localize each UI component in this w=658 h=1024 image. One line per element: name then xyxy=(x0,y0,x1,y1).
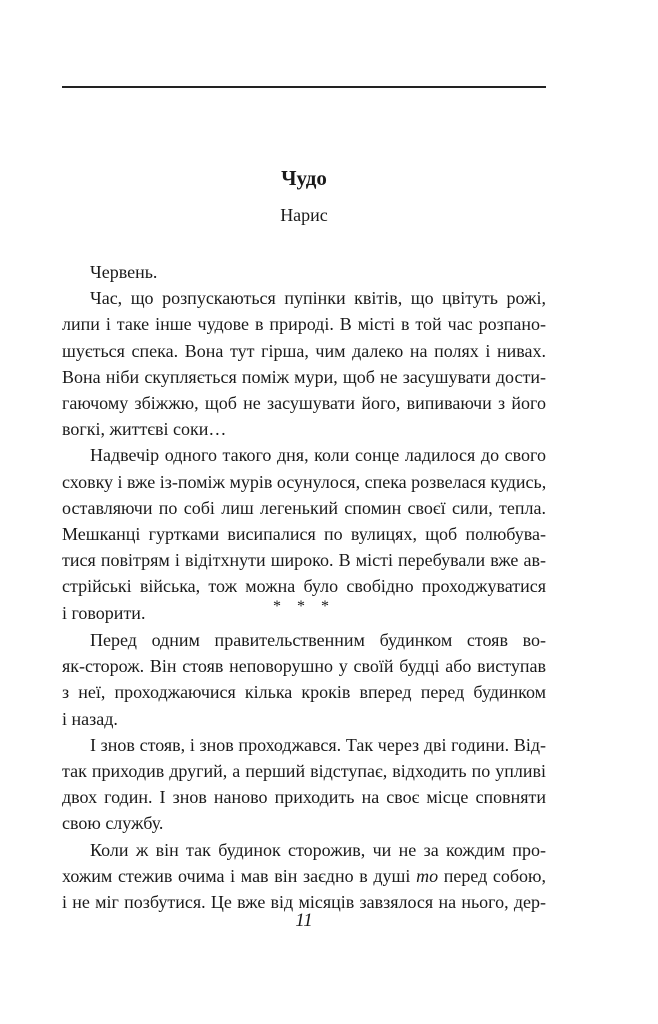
text-line: і говорити. xyxy=(62,602,146,623)
text-line: Час, що розпускаються пупінки квітів, що цвітуть рожі, xyxy=(90,288,546,309)
text-line: тися повітрям і відітхнути широко. В місті перебували вже ав- xyxy=(62,550,546,571)
text-line: Вона ніби скупляється поміж мури, щоб не засушувати дости- xyxy=(62,366,546,387)
page-number: 11 xyxy=(295,910,313,931)
text-line: і назад. xyxy=(62,708,118,729)
section-separator: * * * xyxy=(273,598,335,615)
text-line: як-сторож. Він стояв неповорушно у своїй будці або виступав xyxy=(62,656,546,677)
text-line: Перед одним правительственним будинком стояв во- xyxy=(90,630,546,650)
text-line: двох годин. І знов наново приходить на своє місце сповняти xyxy=(62,787,546,808)
text-line: Коли ж він так будинок сторожив, чи не за кождим про- xyxy=(90,839,546,860)
header-rule xyxy=(62,86,546,88)
text-section-2 xyxy=(62,627,546,915)
text-fragment: хожим стежив очима і мав він заєдно в душі xyxy=(62,865,411,886)
text-line: Мешканці гуртками висипалися по вулицях, щоб полюбува- xyxy=(62,524,546,545)
text-line: з неї, проходжаючися кілька кроків вперед перед будинком xyxy=(62,682,546,703)
text-line: свою службу. xyxy=(62,813,164,834)
text-section-1 xyxy=(62,259,546,626)
text-line: І знов стояв, і знов проходжався. Так через дві години. Від- xyxy=(90,734,546,755)
chapter-title: Чудо xyxy=(281,166,327,190)
text-line: стрійські війська, тож можна було свобідно проходжуватися xyxy=(62,576,546,597)
text-line: так приходив другий, а перший відступає, відходить по упливі xyxy=(62,761,546,782)
text-line xyxy=(62,863,546,889)
text-line: шується спека. Вона тут гірша, чим далеко на полях і нивах. xyxy=(62,340,546,361)
text-line: вогкі, життєві соки… xyxy=(62,419,227,440)
text-line: липи і таке інше чудове в природі. В місті в той час розпано- xyxy=(62,314,546,335)
text-fragment: перед собою, xyxy=(443,865,547,886)
text-line: Надвечір одного такого дня, коли сонце ладилося до свого xyxy=(90,445,546,466)
emphasized-word: то xyxy=(416,865,439,886)
text-line: гаючому збіжжю, щоб не засушувати його, випиваючи з його xyxy=(62,393,546,414)
text-line: Червень. xyxy=(90,262,158,282)
text-line: і не міг позбутися. Це вже від місяців завзялося на нього, дер- xyxy=(62,892,546,913)
text-line: оставляючи по собі лиш легенький спомин своєї сили, тепла. xyxy=(62,497,546,518)
text-line: сховку і вже із-поміж мурів осунулося, спека розвелася кудись, xyxy=(62,471,547,492)
chapter-subtitle: Нарис xyxy=(280,205,328,225)
